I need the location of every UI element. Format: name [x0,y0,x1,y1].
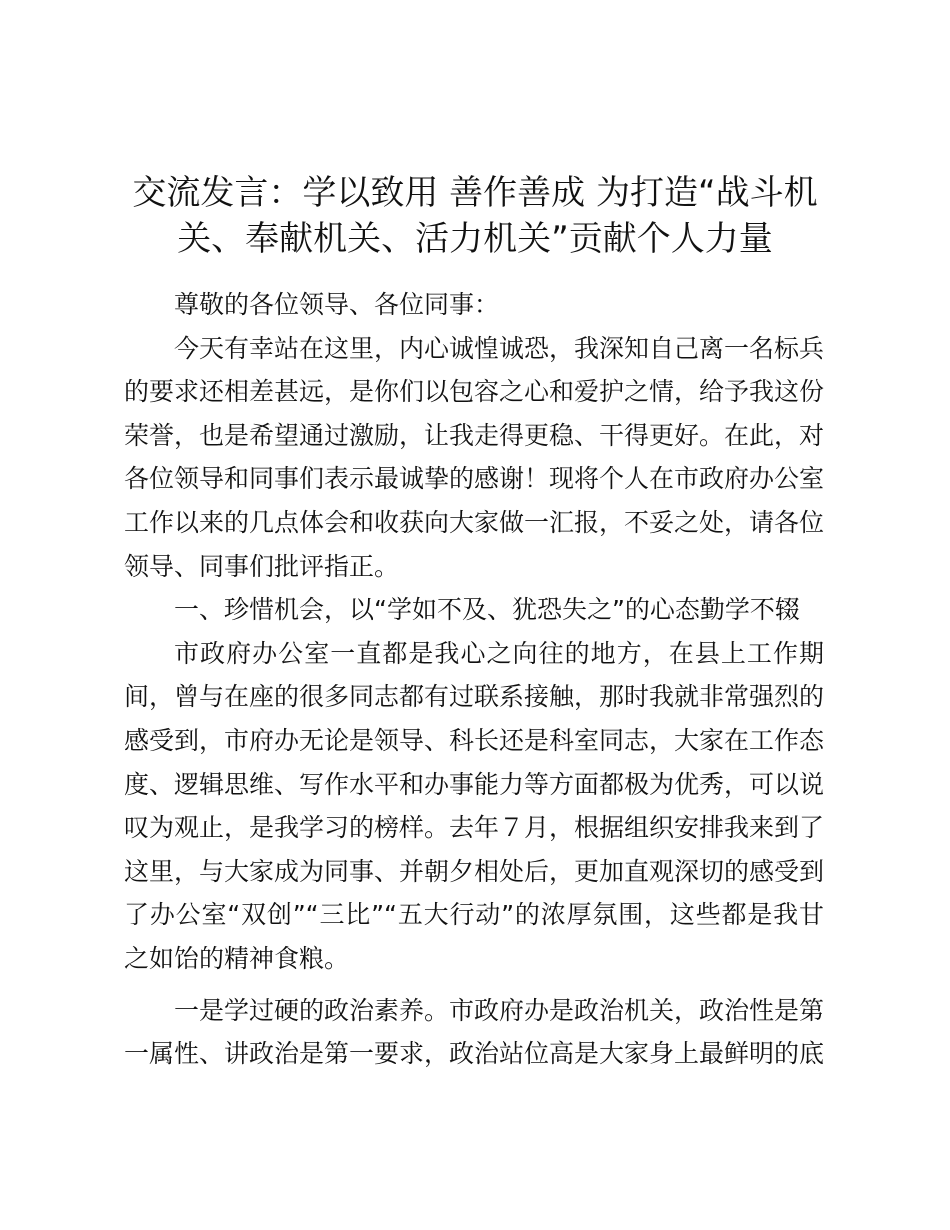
document-title: 交流发言：学以致用 善作善成 为打造“战斗机关、奉献机关、活力机关”贡献个人力量 [132,173,818,259]
paragraph-point-1: 一是学过硬的政治素养。市政府办是政治机关，政治性是第一属性、讲政治是第一要求，政治站位高是大家身上最鲜明的底 [124,995,825,1069]
paragraph-opening: 今天有幸站在这里，内心诚惶诚恐，我深知自己离一名标兵的要求还相差甚远，是你们以包容之心和爱护之情，给予我这份荣誉，也是希望通过激励，让我走得更稳、干得更好。在此，对各位领导和同事们表示最诚挚的感谢！现将个人在市政府办公室工作以来的几点体会和收获向大家做一汇报，不妥之处，请各位领导、同事们批评指正。 [124,333,825,581]
document-body [124,283,824,1076]
section-heading-1: 一、珍惜机会，以“学如不及、犹恐失之”的心态勤学不辍 [174,595,800,625]
paragraph-section-1: 市政府办公室一直都是我心之向往的地方，在县上工作期间，曾与在座的很多同志都有过联系接触，那时我就非常强烈的感受到，市府办无论是领导、科长还是科室同志，大家在工作态度、逻辑思维、写作水平和办事能力等方面都极为优秀，可以说叹为观止，是我学习的榜样。去年７月，根据组织安排我来到了这里，与大家成为同事、并朝夕相处后，更加直观深切的感受到了办公室“双创”“三比”“五大行动”的浓厚氛围，这些都是我甘之如饴的精神食粮。 [124,638,825,973]
salutation: 尊敬的各位领导、各位同事： [174,290,500,319]
